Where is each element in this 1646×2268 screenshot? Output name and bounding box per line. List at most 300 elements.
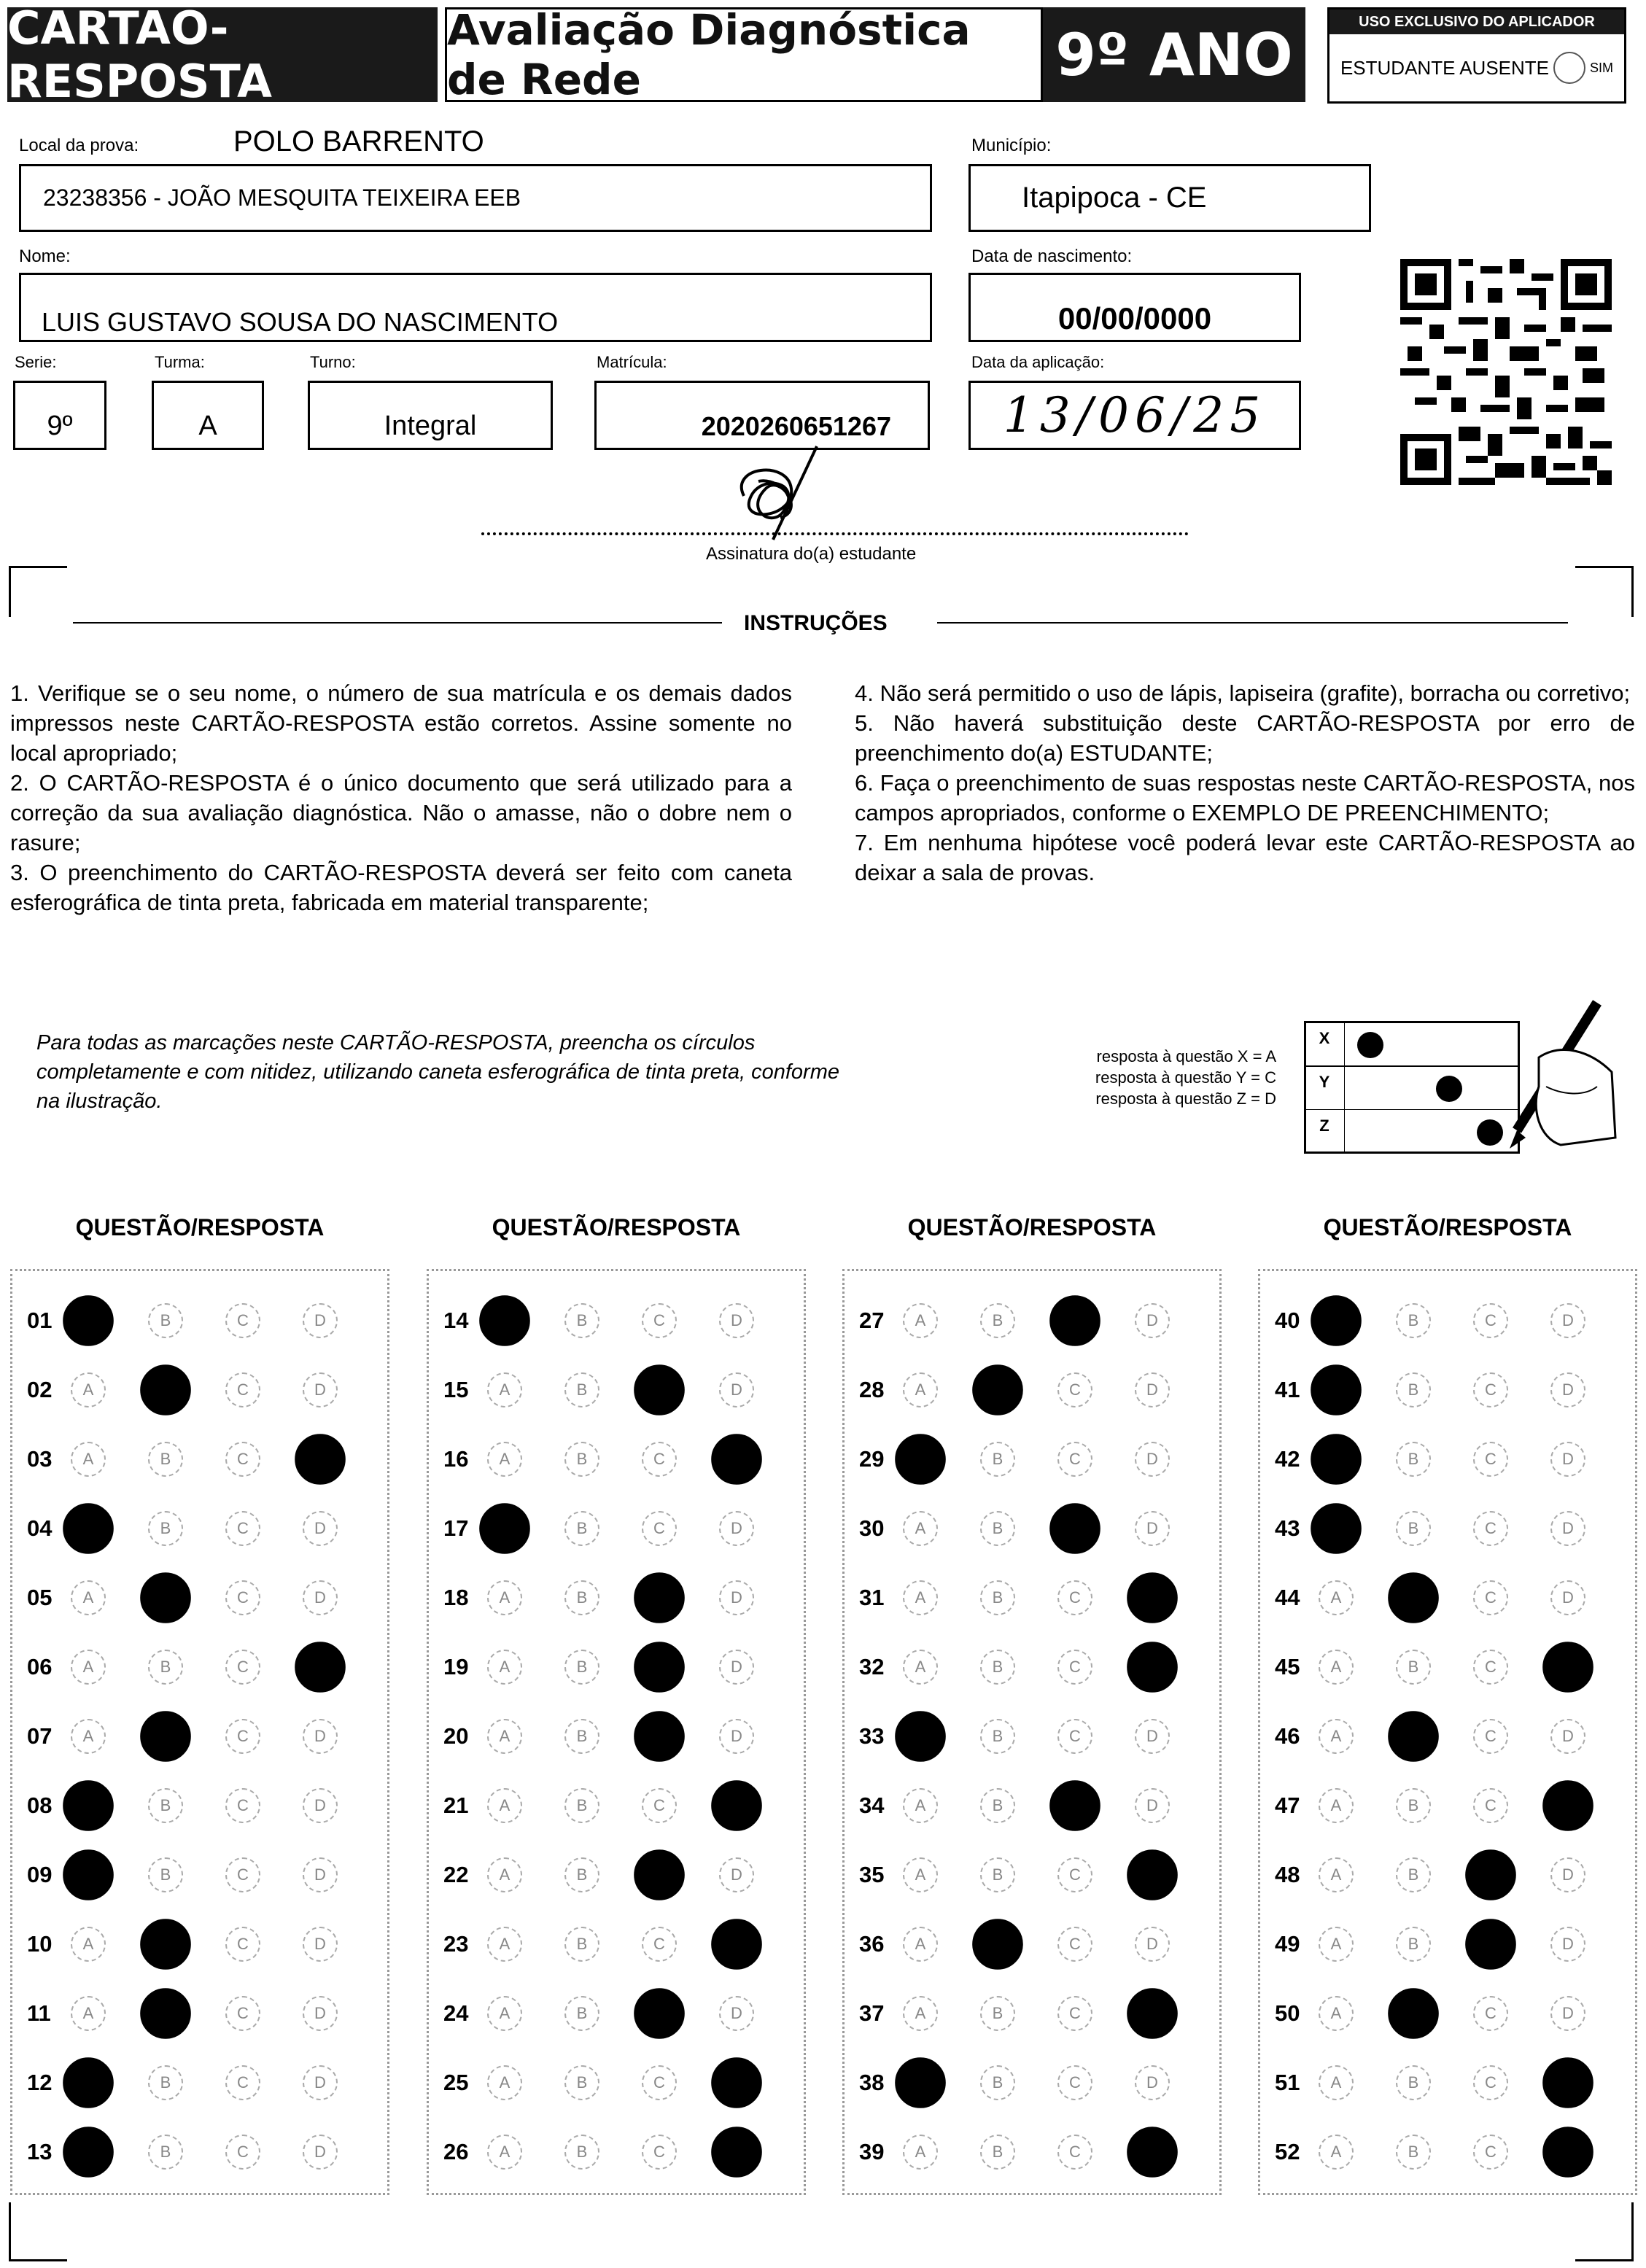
answer-bubble-a[interactable]: A [487,1580,522,1615]
answer-bubble-d[interactable]: D [303,1857,338,1892]
answer-bubble-a[interactable]: A [63,1295,114,1346]
answer-bubble-a[interactable]: A [1319,1580,1354,1615]
answer-bubble-b[interactable]: B [564,1442,599,1477]
frame-corner [9,566,11,617]
answer-bubble-a[interactable]: A [903,1788,938,1823]
answer-bubble-b[interactable]: B [140,1919,191,1970]
answer-bubble-a[interactable]: A [71,1580,106,1615]
answer-bubble-a[interactable]: A [63,1780,114,1831]
answer-bubble-d[interactable]: D [1135,1303,1170,1338]
answer-bubble-d[interactable]: D [1135,1511,1170,1546]
answer-row [1260,1701,1628,1771]
answer-bubble-d[interactable]: D [303,1303,338,1338]
answer-bubble-b[interactable]: B [980,1580,1015,1615]
answer-bubble-c[interactable]: C [1473,1996,1508,2031]
answer-bubble-b[interactable]: B [1388,1711,1439,1762]
answer-bubble-d[interactable]: D [303,2135,338,2170]
answer-row [12,1978,380,2048]
instr-rule-right [937,622,1568,624]
question-number: 45 [1275,1654,1300,1679]
answer-row [1260,2048,1628,2118]
answer-bubble-c[interactable]: C [225,1719,260,1754]
nascimento-field [968,273,1301,342]
example-row-x: X [1319,1029,1330,1047]
answer-bubble-c[interactable]: C [1473,1511,1508,1546]
answer-row [12,1424,380,1494]
answer-bubble-d[interactable]: D [1542,2127,1593,2178]
question-number: 41 [1275,1377,1300,1402]
absent-label: ESTUDANTE AUSENTE [1340,56,1550,79]
answer-bubble-d[interactable]: D [711,2057,762,2108]
answer-bubble-c[interactable]: C [634,1642,685,1693]
answer-bubble-d[interactable]: D [303,1580,338,1615]
answer-bubble-b[interactable]: B [1396,1303,1431,1338]
question-number: 46 [1275,1723,1300,1749]
answer-bubble-c[interactable]: C [225,1650,260,1685]
answer-bubble-a[interactable]: A [1311,1434,1362,1485]
answer-bubble-b[interactable]: B [980,1442,1015,1477]
answer-bubble-c[interactable]: C [642,1927,677,1962]
answer-bubble-c[interactable]: C [1057,1442,1092,1477]
answer-bubble-b[interactable]: B [140,1711,191,1762]
answer-bubble-d[interactable]: D [1550,1996,1585,2031]
card-title: CARTÃO-RESPOSTA [7,7,438,102]
instructions-right [855,678,1635,888]
answer-bubble-d[interactable]: D [303,2065,338,2100]
answer-row [12,1563,380,1633]
example-divider [1306,1109,1518,1110]
question-number: 42 [1275,1446,1300,1472]
answer-row [845,2117,1212,2187]
answer-bubble-c[interactable]: C [225,1996,260,2031]
answer-bubble-b[interactable]: B [564,1788,599,1823]
answer-row [12,1632,380,1702]
answer-bubble-a[interactable]: A [487,1927,522,1962]
answer-bubble-b[interactable]: B [980,1857,1015,1892]
answer-bubble-c[interactable]: C [225,2135,260,2170]
answer-bubble-a[interactable]: A [63,2057,114,2108]
answer-bubble-b[interactable]: B [564,1927,599,1962]
question-number: 29 [859,1446,885,1472]
signature [722,438,839,547]
answer-bubble-a[interactable]: A [487,1719,522,1754]
answer-bubble-a[interactable]: A [903,1857,938,1892]
answer-bubble-c[interactable]: C [642,2065,677,2100]
answer-bubble-c[interactable]: C [1473,2135,1508,2170]
answer-bubble-d[interactable]: D [295,1434,346,1485]
answer-bubble-a[interactable]: A [1319,1996,1354,2031]
answer-bubble-c[interactable]: C [225,1372,260,1407]
answer-bubble-a[interactable]: A [487,2065,522,2100]
answer-bubble-b[interactable]: B [980,1788,1015,1823]
answer-bubble-b[interactable]: B [980,1719,1015,1754]
answer-bubble-d[interactable]: D [719,1996,754,2031]
answer-bubble-a[interactable]: A [487,1650,522,1685]
pen-illustration-icon [1488,999,1626,1160]
answer-bubble-c[interactable]: C [1473,1303,1508,1338]
answer-bubble-c[interactable]: C [634,1988,685,2039]
answer-row [845,1771,1212,1841]
question-number: 18 [443,1585,469,1610]
answer-bubble-b[interactable]: B [148,1511,183,1546]
answer-bubble-a[interactable]: A [1311,1295,1362,1346]
aplicacao-field [968,381,1301,450]
answer-bubble-b[interactable]: B [1396,1442,1431,1477]
answer-bubble-d[interactable]: D [1127,1988,1178,2039]
answer-bubble-a[interactable]: A [1319,2065,1354,2100]
answer-bubble-d[interactable]: D [303,1511,338,1546]
answer-bubble-b[interactable]: B [148,1303,183,1338]
example-row-z: Z [1319,1116,1329,1135]
frame-corner [9,566,67,568]
answer-bubble-c[interactable]: C [1473,1788,1508,1823]
answer-bubble-b[interactable]: B [1396,2135,1431,2170]
answer-bubble-c[interactable]: C [225,1442,260,1477]
question-number: 04 [27,1515,53,1541]
answer-bubble-d[interactable]: D [1550,1580,1585,1615]
answer-bubble-a[interactable]: A [63,1503,114,1554]
answer-bubble-c[interactable]: C [1049,1295,1100,1346]
answer-bubble-c[interactable]: C [1473,1719,1508,1754]
answer-bubble-b[interactable]: B [972,1364,1023,1415]
question-number: 48 [1275,1862,1300,1887]
answer-bubble-c[interactable]: C [642,1303,677,1338]
answer-bubble-c[interactable]: C [634,1849,685,1900]
example-mark-y [1436,1076,1462,1102]
answer-bubble-a[interactable]: A [487,1857,522,1892]
answer-bubble-c[interactable]: C [225,1927,260,1962]
answer-bubble-a[interactable]: A [71,1996,106,2031]
matricula-label: Matrícula: [597,353,667,371]
answer-bubble-b[interactable]: B [1396,2065,1431,2100]
answer-bubble-b[interactable]: B [564,1580,599,1615]
answer-bubble-a[interactable]: A [487,1996,522,2031]
answer-bubble-d[interactable]: D [719,1857,754,1892]
answer-bubble-b[interactable]: B [148,1650,183,1685]
answer-bubble-d[interactable]: D [719,1303,754,1338]
answer-bubble-c[interactable]: C [225,2065,260,2100]
answer-row [12,1701,380,1771]
turno-field [308,381,553,450]
answer-bubble-a[interactable]: A [63,2127,114,2178]
answer-bubble-a[interactable]: A [903,1927,938,1962]
answer-bubble-d[interactable]: D [1135,1442,1170,1477]
answer-row [845,1563,1212,1633]
answer-row [429,1840,796,1910]
question-number: 37 [859,2000,885,2026]
answer-bubble-d[interactable]: D [1550,1857,1585,1892]
answer-bubble-a[interactable]: A [903,1372,938,1407]
question-number: 09 [27,1862,53,1887]
answer-bubble-b[interactable]: B [148,1442,183,1477]
answer-bubble-a[interactable]: A [895,1434,946,1485]
answer-bubble-b[interactable]: B [564,1857,599,1892]
instruction-item: 7. Em nenhuma hipótese você poderá levar este CARTÃO-RESPOSTA ao deixar a sala de provas. [855,830,1635,885]
answer-bubble-a[interactable]: A [71,1372,106,1407]
answer-bubble-d[interactable]: D [1542,2057,1593,2108]
answer-bubble-c[interactable]: C [642,1511,677,1546]
answer-bubble-b[interactable]: B [1388,1572,1439,1623]
answer-bubble-a[interactable]: A [71,1927,106,1962]
answer-bubble-a[interactable]: A [1311,1503,1362,1554]
answer-bubble-c[interactable]: C [642,1788,677,1823]
answer-bubble-d[interactable]: D [1550,1511,1585,1546]
turno-label: Turno: [310,353,356,371]
answer-bubble-d[interactable]: D [1127,1849,1178,1900]
answer-bubble-d[interactable]: D [711,2127,762,2178]
answer-bubble-c[interactable]: C [1057,1650,1092,1685]
question-number: 16 [443,1446,469,1472]
answer-bubble-a[interactable]: A [63,1849,114,1900]
answer-bubble-a[interactable]: A [903,1511,938,1546]
answer-bubble-d[interactable]: D [711,1434,762,1485]
answer-bubble-a[interactable]: A [1319,1788,1354,1823]
answer-bubble-b[interactable]: B [564,1650,599,1685]
answer-bubble-c[interactable]: C [634,1711,685,1762]
answer-bubble-d[interactable]: D [719,1650,754,1685]
answer-bubble-d[interactable]: D [1127,2127,1178,2178]
answer-bubble-c[interactable]: C [1473,2065,1508,2100]
question-number: 14 [443,1308,469,1333]
question-number: 17 [443,1515,469,1541]
answer-bubble-d[interactable]: D [303,1372,338,1407]
answer-column-heading: QUESTÃO/RESPOSTA [907,1214,1157,1240]
answer-bubble-c[interactable]: C [1057,1372,1092,1407]
answer-bubble-c[interactable]: C [1057,2065,1092,2100]
answer-bubble-d[interactable]: D [1542,1642,1593,1693]
question-number: 50 [1275,2000,1300,2026]
legend-x: resposta à questão X = A [1096,1047,1276,1065]
answer-column-heading: QUESTÃO/RESPOSTA [492,1214,741,1240]
answer-bubble-b[interactable]: B [148,2135,183,2170]
absent-bubble[interactable] [1553,52,1585,84]
answer-bubble-b[interactable]: B [140,1572,191,1623]
answer-bubble-b[interactable]: B [980,1650,1015,1685]
answer-row [429,1563,796,1633]
answer-row [845,1494,1212,1564]
answer-bubble-b[interactable]: B [564,1511,599,1546]
answer-bubble-a[interactable]: A [1319,1650,1354,1685]
answer-bubble-c[interactable]: C [634,1364,685,1415]
answer-bubble-a[interactable]: A [71,1442,106,1477]
answer-bubble-b[interactable]: B [972,1919,1023,1970]
answer-bubble-c[interactable]: C [1049,1780,1100,1831]
answer-bubble-d[interactable]: D [303,1927,338,1962]
answer-bubble-c[interactable]: C [642,2135,677,2170]
frame-corner [1631,2202,1634,2261]
question-number: 39 [859,2139,885,2164]
answer-bubble-c[interactable]: C [1057,2135,1092,2170]
answer-bubble-c[interactable]: C [1057,1996,1092,2031]
answer-bubble-c[interactable]: C [1465,1849,1516,1900]
question-number: 22 [443,1862,469,1887]
answer-bubble-b[interactable]: B [140,1988,191,2039]
signature-line [481,532,1189,535]
answer-bubble-c[interactable]: C [1473,1442,1508,1477]
answer-bubble-a[interactable]: A [903,2135,938,2170]
instruction-item: 2. O CARTÃO-RESPOSTA é o único documento que será utilizado para a correção da sua avaliação diagnóstica. Não o amasse, não o dobre nem o rasure; [10,770,792,855]
instruction-item: 5. Não haverá substituição deste CARTÃO-RESPOSTA por erro de preenchimento do(a) ESTUDANTE; [855,710,1635,766]
answer-bubble-b[interactable]: B [1396,1650,1431,1685]
answer-bubble-a[interactable]: A [479,1295,530,1346]
answer-bubble-d[interactable]: D [719,1372,754,1407]
answer-bubble-d[interactable]: D [1550,1372,1585,1407]
signature-label: Assinatura do(a) estudante [706,544,917,564]
answer-bubble-c[interactable]: C [1049,1503,1100,1554]
turma-field [152,381,264,450]
answer-row [845,1355,1212,1425]
answer-bubble-c[interactable]: C [1473,1580,1508,1615]
local-value: POLO BARRENTO [233,125,484,158]
answer-bubble-d[interactable]: D [303,1719,338,1754]
answer-bubble-d[interactable]: D [1135,1372,1170,1407]
answer-bubble-b[interactable]: B [980,1511,1015,1546]
answer-bubble-d[interactable]: D [1127,1572,1178,1623]
answer-bubble-b[interactable]: B [564,2135,599,2170]
question-number: 03 [27,1446,53,1472]
answer-bubble-a[interactable]: A [1311,1364,1362,1415]
school-value: 23238356 - JOÃO MESQUITA TEIXEIRA EEB [43,185,521,211]
instr-rule-left [73,622,722,624]
answer-bubble-b[interactable]: B [140,1364,191,1415]
answer-bubble-d[interactable]: D [1135,2065,1170,2100]
grade-title: 9º ANO [1043,7,1305,102]
answer-row [12,1286,380,1356]
answer-bubble-a[interactable]: A [903,1580,938,1615]
aplicacao-value: 13/06/25 [1003,387,1267,443]
instruction-item: 1. Verifique se o seu nome, o número de sua matrícula e os demais dados impressos neste CARTÃO-RESPOSTA estão corretos. Assine somente no local apropriado; [10,680,792,766]
question-number: 10 [27,1931,53,1957]
answer-bubble-d[interactable]: D [1127,1642,1178,1693]
answer-bubble-b[interactable]: B [980,2135,1015,2170]
answer-bubble-d[interactable]: D [1135,1788,1170,1823]
answer-bubble-c[interactable]: C [225,1511,260,1546]
answer-bubble-b[interactable]: B [1396,1511,1431,1546]
answer-bubble-a[interactable]: A [1319,1927,1354,1962]
answer-bubble-d[interactable]: D [1550,1719,1585,1754]
school-field [19,164,932,232]
answer-bubble-c[interactable]: C [1057,1719,1092,1754]
answer-bubble-d[interactable]: D [303,1996,338,2031]
answer-bubble-c[interactable]: C [225,1580,260,1615]
answer-bubble-c[interactable]: C [1473,1372,1508,1407]
answer-bubble-a[interactable]: A [487,1788,522,1823]
answer-bubble-c[interactable]: C [1057,1857,1092,1892]
applicator-box [1327,7,1626,104]
nascimento-label: Data de nascimento: [971,246,1133,266]
answer-bubble-c[interactable]: C [225,1857,260,1892]
answer-bubble-b[interactable]: B [564,1996,599,2031]
answer-bubble-c[interactable]: C [1057,1927,1092,1962]
answer-bubble-d[interactable]: D [1135,1927,1170,1962]
answer-column-heading: QUESTÃO/RESPOSTA [75,1214,325,1240]
answer-bubble-d[interactable]: D [719,1719,754,1754]
answer-bubble-a[interactable]: A [479,1503,530,1554]
answer-bubble-d[interactable]: D [1542,1780,1593,1831]
frame-corner [9,2259,67,2261]
answer-bubble-d[interactable]: D [1135,1719,1170,1754]
answer-bubble-c[interactable]: C [1465,1919,1516,1970]
answer-bubble-d[interactable]: D [711,1780,762,1831]
answer-row [1260,2117,1628,2187]
legend-y: resposta à questão Y = C [1095,1068,1276,1087]
question-number: 35 [859,1862,885,1887]
answer-bubble-d[interactable]: D [1550,1927,1585,1962]
answer-bubble-a[interactable]: A [895,1711,946,1762]
answer-bubble-b[interactable]: B [980,1996,1015,2031]
answer-row [12,1909,380,1979]
answer-bubble-b[interactable]: B [564,2065,599,2100]
answer-bubble-c[interactable]: C [225,1303,260,1338]
answer-bubble-b[interactable]: B [564,1372,599,1407]
answer-bubble-b[interactable]: B [980,2065,1015,2100]
answer-bubble-a[interactable]: A [1319,2135,1354,2170]
answer-bubble-b[interactable]: B [564,1303,599,1338]
answer-bubble-b[interactable]: B [1396,1927,1431,1962]
answer-bubble-b[interactable]: B [148,1857,183,1892]
answer-bubble-b[interactable]: B [148,2065,183,2100]
answer-row [429,1494,796,1564]
answer-bubble-c[interactable]: C [1473,1650,1508,1685]
answer-bubble-a[interactable]: A [487,2135,522,2170]
answer-row [429,1909,796,1979]
answer-bubble-d[interactable]: D [719,1580,754,1615]
answer-bubble-c[interactable]: C [225,1788,260,1823]
answer-bubble-b[interactable]: B [980,1303,1015,1338]
answer-bubble-b[interactable]: B [564,1719,599,1754]
answer-bubble-a[interactable]: A [903,1303,938,1338]
answer-bubble-a[interactable]: A [895,2057,946,2108]
answer-column [1258,1269,1637,2195]
frame-corner [1575,2259,1634,2261]
answer-bubble-d[interactable]: D [711,1919,762,1970]
answer-bubble-a[interactable]: A [903,1650,938,1685]
question-number: 28 [859,1377,885,1402]
answer-row [429,1701,796,1771]
answer-column-heading: QUESTÃO/RESPOSTA [1323,1214,1572,1240]
answer-bubble-a[interactable]: A [1319,1719,1354,1754]
answer-bubble-c[interactable]: C [634,1572,685,1623]
answer-bubble-c[interactable]: C [1057,1580,1092,1615]
answer-row [845,1978,1212,2048]
answer-bubble-d[interactable]: D [303,1788,338,1823]
answer-bubble-a[interactable]: A [71,1650,106,1685]
answer-bubble-b[interactable]: B [1396,1372,1431,1407]
question-number: 31 [859,1585,885,1610]
answer-bubble-b[interactable]: B [1396,1857,1431,1892]
nome-label: Nome: [19,246,71,266]
answer-bubble-c[interactable]: C [642,1442,677,1477]
answer-bubble-b[interactable]: B [1388,1988,1439,2039]
answer-bubble-a[interactable]: A [71,1719,106,1754]
answer-bubble-d[interactable]: D [295,1642,346,1693]
answer-bubble-b[interactable]: B [148,1788,183,1823]
answer-bubble-a[interactable]: A [487,1372,522,1407]
example-mark-x [1357,1032,1383,1058]
question-number: 51 [1275,2070,1300,2095]
answer-row [429,2117,796,2187]
answer-bubble-d[interactable]: D [1550,1303,1585,1338]
answer-bubble-a[interactable]: A [487,1442,522,1477]
example-row-y: Y [1319,1073,1330,1091]
matricula-value: 2020260651267 [701,411,891,441]
answer-bubble-a[interactable]: A [903,1996,938,2031]
answer-row [845,1632,1212,1702]
answer-bubble-b[interactable]: B [1396,1788,1431,1823]
answer-bubble-d[interactable]: D [719,1511,754,1546]
answer-bubble-a[interactable]: A [1319,1857,1354,1892]
answer-bubble-d[interactable]: D [1550,1442,1585,1477]
